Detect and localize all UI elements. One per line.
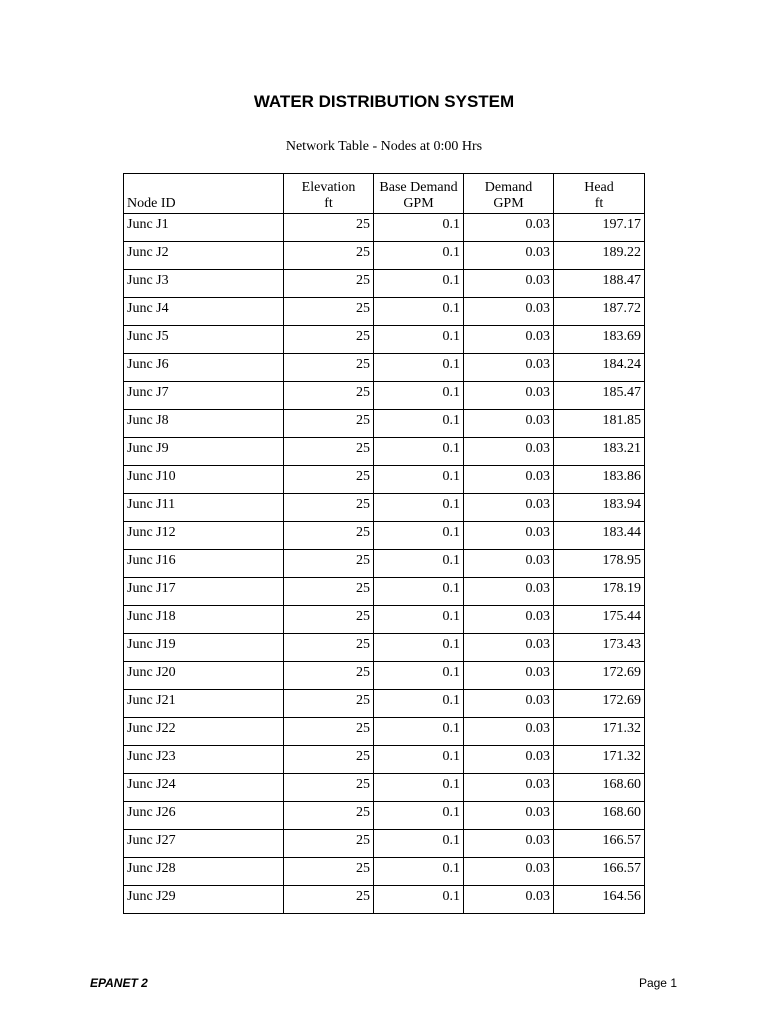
column-header-unit: ft <box>324 196 333 211</box>
elevation-cell: 25 <box>284 606 374 634</box>
elevation-cell: 25 <box>284 214 374 242</box>
table-row <box>124 270 645 298</box>
elevation-cell: 25 <box>284 802 374 830</box>
node-id-cell: Junc J17 <box>124 578 284 606</box>
node-id-cell: Junc J3 <box>124 270 284 298</box>
elevation-cell: 25 <box>284 242 374 270</box>
base-demand-cell: 0.1 <box>374 606 464 634</box>
base-demand-cell: 0.1 <box>374 718 464 746</box>
elevation-cell: 25 <box>284 578 374 606</box>
table-row <box>124 830 645 858</box>
head-cell: 171.32 <box>554 746 645 774</box>
elevation-cell: 25 <box>284 886 374 914</box>
demand-cell: 0.03 <box>464 466 554 494</box>
table-row <box>124 550 645 578</box>
demand-cell: 0.03 <box>464 494 554 522</box>
demand-cell: 0.03 <box>464 242 554 270</box>
head-cell: 183.69 <box>554 326 645 354</box>
node-id-cell: Junc J11 <box>124 494 284 522</box>
table-caption: Network Table - Nodes at 0:00 Hrs <box>285 139 483 154</box>
table-row <box>124 214 645 242</box>
head-cell: 185.47 <box>554 382 645 410</box>
demand-cell: 0.03 <box>464 382 554 410</box>
node-id-cell: Junc J9 <box>124 438 284 466</box>
elevation-cell: 25 <box>284 774 374 802</box>
table-row <box>124 858 645 886</box>
demand-cell: 0.03 <box>464 802 554 830</box>
column-header-unit: ft <box>594 196 604 211</box>
elevation-cell: 25 <box>284 494 374 522</box>
base-demand-cell: 0.1 <box>374 466 464 494</box>
head-cell: 184.24 <box>554 354 645 382</box>
base-demand-cell: 0.1 <box>374 578 464 606</box>
demand-cell: 0.03 <box>464 298 554 326</box>
demand-cell: 0.03 <box>464 606 554 634</box>
column-header-line: Elevation <box>301 180 356 195</box>
base-demand-cell: 0.1 <box>374 662 464 690</box>
base-demand-cell: 0.1 <box>374 298 464 326</box>
elevation-cell: 25 <box>284 326 374 354</box>
node-id-cell: Junc J4 <box>124 298 284 326</box>
demand-cell: 0.03 <box>464 858 554 886</box>
elevation-cell: 25 <box>284 270 374 298</box>
elevation-cell: 25 <box>284 382 374 410</box>
table-row <box>124 410 645 438</box>
demand-cell: 0.03 <box>464 438 554 466</box>
table-row <box>124 746 645 774</box>
head-cell: 189.22 <box>554 242 645 270</box>
base-demand-cell: 0.1 <box>374 438 464 466</box>
table-row <box>124 690 645 718</box>
demand-cell: 0.03 <box>464 746 554 774</box>
base-demand-cell: 0.1 <box>374 214 464 242</box>
head-cell: 166.57 <box>554 858 645 886</box>
demand-cell: 0.03 <box>464 354 554 382</box>
head-cell: 183.44 <box>554 522 645 550</box>
node-id-cell: Junc J6 <box>124 354 284 382</box>
base-demand-cell: 0.1 <box>374 382 464 410</box>
base-demand-cell: 0.1 <box>374 242 464 270</box>
node-id-cell: Junc J2 <box>124 242 284 270</box>
head-cell: 197.17 <box>554 214 645 242</box>
node-id-cell: Junc J10 <box>124 466 284 494</box>
elevation-cell: 25 <box>284 830 374 858</box>
node-id-cell: Junc J18 <box>124 606 284 634</box>
head-cell: 168.60 <box>554 774 645 802</box>
head-cell: 173.43 <box>554 634 645 662</box>
elevation-cell: 25 <box>284 466 374 494</box>
head-cell: 183.21 <box>554 438 645 466</box>
table-row <box>124 662 645 690</box>
document-title: WATER DISTRIBUTION SYSTEM <box>253 92 515 111</box>
table-row <box>124 802 645 830</box>
demand-cell: 0.03 <box>464 578 554 606</box>
node-id-cell: Junc J7 <box>124 382 284 410</box>
node-id-cell: Junc J21 <box>124 690 284 718</box>
column-header-line: Base Demand <box>379 180 458 195</box>
base-demand-cell: 0.1 <box>374 550 464 578</box>
elevation-cell: 25 <box>284 522 374 550</box>
demand-cell: 0.03 <box>464 886 554 914</box>
column-header-line: Demand <box>484 180 533 195</box>
table-row <box>124 354 645 382</box>
head-cell: 181.85 <box>554 410 645 438</box>
elevation-cell: 25 <box>284 354 374 382</box>
table-row <box>124 522 645 550</box>
column-header-demand <box>464 174 554 214</box>
base-demand-cell: 0.1 <box>374 858 464 886</box>
node-id-cell: Junc J29 <box>124 886 284 914</box>
head-cell: 172.69 <box>554 690 645 718</box>
column-header-node-id <box>124 174 284 214</box>
head-cell: 178.19 <box>554 578 645 606</box>
head-cell: 178.95 <box>554 550 645 578</box>
table-row <box>124 494 645 522</box>
head-cell: 166.57 <box>554 830 645 858</box>
table-header-row <box>124 174 645 214</box>
table-row <box>124 298 645 326</box>
node-id-cell: Junc J27 <box>124 830 284 858</box>
table-row <box>124 578 645 606</box>
node-id-cell: Junc J24 <box>124 774 284 802</box>
table-row <box>124 774 645 802</box>
column-header-line: Node ID <box>127 196 176 211</box>
table-row <box>124 326 645 354</box>
demand-cell: 0.03 <box>464 634 554 662</box>
elevation-cell: 25 <box>284 690 374 718</box>
head-cell: 188.47 <box>554 270 645 298</box>
elevation-cell: 25 <box>284 410 374 438</box>
demand-cell: 0.03 <box>464 690 554 718</box>
head-cell: 175.44 <box>554 606 645 634</box>
table-row <box>124 606 645 634</box>
column-header-head <box>554 174 645 214</box>
demand-cell: 0.03 <box>464 550 554 578</box>
base-demand-cell: 0.1 <box>374 410 464 438</box>
node-id-cell: Junc J8 <box>124 410 284 438</box>
table-body <box>124 214 645 914</box>
node-id-cell: Junc J12 <box>124 522 284 550</box>
elevation-cell: 25 <box>284 438 374 466</box>
demand-cell: 0.03 <box>464 774 554 802</box>
base-demand-cell: 0.1 <box>374 690 464 718</box>
head-cell: 168.60 <box>554 802 645 830</box>
node-id-cell: Junc J22 <box>124 718 284 746</box>
column-header-unit: GPM <box>403 196 434 211</box>
table-row <box>124 886 645 914</box>
base-demand-cell: 0.1 <box>374 326 464 354</box>
node-id-cell: Junc J1 <box>124 214 284 242</box>
elevation-cell: 25 <box>284 662 374 690</box>
head-cell: 183.94 <box>554 494 645 522</box>
table-row <box>124 382 645 410</box>
network-nodes-table <box>123 173 645 914</box>
base-demand-cell: 0.1 <box>374 494 464 522</box>
head-cell: 183.86 <box>554 466 645 494</box>
node-id-cell: Junc J5 <box>124 326 284 354</box>
footer-page-number: Page 1 <box>638 976 677 990</box>
demand-cell: 0.03 <box>464 522 554 550</box>
base-demand-cell: 0.1 <box>374 886 464 914</box>
table-row <box>124 466 645 494</box>
base-demand-cell: 0.1 <box>374 746 464 774</box>
elevation-cell: 25 <box>284 718 374 746</box>
table-row <box>124 242 645 270</box>
base-demand-cell: 0.1 <box>374 634 464 662</box>
node-id-cell: Junc J19 <box>124 634 284 662</box>
demand-cell: 0.03 <box>464 270 554 298</box>
elevation-cell: 25 <box>284 298 374 326</box>
table-row <box>124 634 645 662</box>
elevation-cell: 25 <box>284 746 374 774</box>
base-demand-cell: 0.1 <box>374 802 464 830</box>
demand-cell: 0.03 <box>464 410 554 438</box>
node-id-cell: Junc J28 <box>124 858 284 886</box>
node-id-cell: Junc J23 <box>124 746 284 774</box>
demand-cell: 0.03 <box>464 718 554 746</box>
base-demand-cell: 0.1 <box>374 774 464 802</box>
table-row <box>124 438 645 466</box>
table-row <box>124 718 645 746</box>
footer-app-name: EPANET 2 <box>90 976 148 990</box>
elevation-cell: 25 <box>284 858 374 886</box>
column-header-base-demand <box>374 174 464 214</box>
node-id-cell: Junc J16 <box>124 550 284 578</box>
column-header-line: Head <box>584 180 614 195</box>
head-cell: 172.69 <box>554 662 645 690</box>
base-demand-cell: 0.1 <box>374 270 464 298</box>
demand-cell: 0.03 <box>464 326 554 354</box>
base-demand-cell: 0.1 <box>374 522 464 550</box>
node-id-cell: Junc J26 <box>124 802 284 830</box>
demand-cell: 0.03 <box>464 830 554 858</box>
base-demand-cell: 0.1 <box>374 830 464 858</box>
demand-cell: 0.03 <box>464 214 554 242</box>
column-header-elevation <box>284 174 374 214</box>
head-cell: 164.56 <box>554 886 645 914</box>
elevation-cell: 25 <box>284 550 374 578</box>
base-demand-cell: 0.1 <box>374 354 464 382</box>
head-cell: 171.32 <box>554 718 645 746</box>
elevation-cell: 25 <box>284 634 374 662</box>
demand-cell: 0.03 <box>464 662 554 690</box>
node-id-cell: Junc J20 <box>124 662 284 690</box>
column-header-unit: GPM <box>493 196 524 211</box>
head-cell: 187.72 <box>554 298 645 326</box>
